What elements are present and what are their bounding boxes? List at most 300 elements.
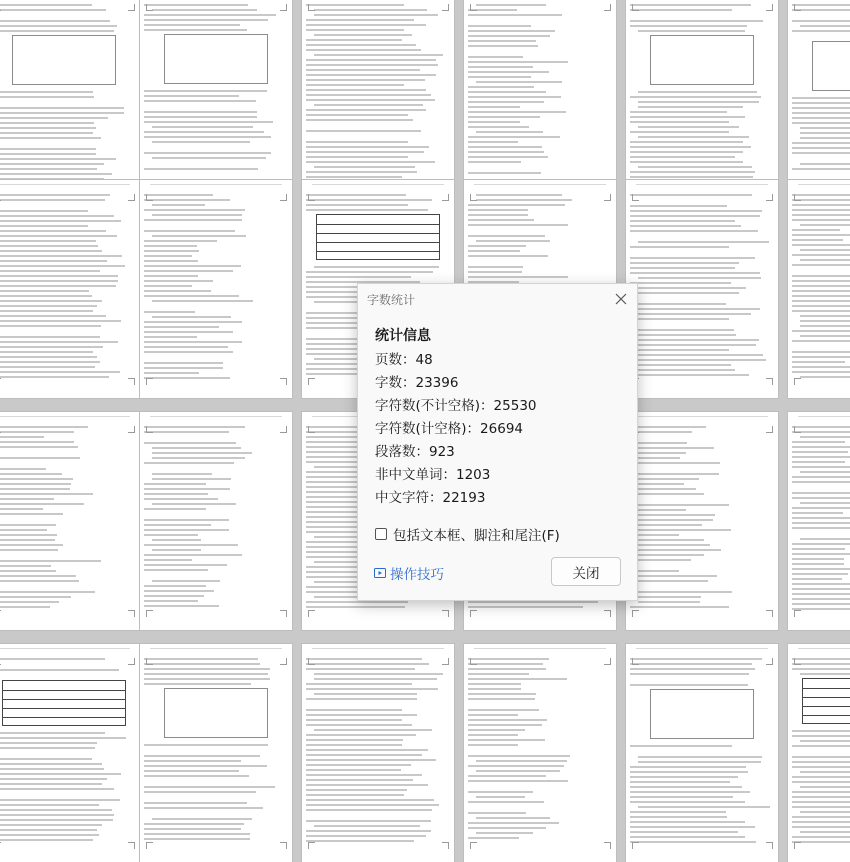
text-line (630, 544, 710, 546)
stat-chars-with-spaces: 字符数(计空格)：26694 (375, 421, 523, 437)
text-line (630, 811, 726, 813)
text-line (0, 513, 63, 515)
text-line (314, 825, 420, 827)
text-line (630, 111, 727, 113)
text-line (152, 214, 242, 216)
crop-mark (128, 378, 135, 385)
text-line (0, 270, 100, 272)
text-line (144, 554, 242, 556)
crop-mark (470, 842, 477, 849)
text-line (306, 29, 404, 31)
text-line (468, 709, 539, 711)
page-thumbnail[interactable] (140, 412, 292, 630)
page-thumbnail[interactable] (788, 644, 850, 862)
crop-mark (766, 194, 773, 201)
text-line (468, 141, 518, 143)
stat-chinese-chars: 中文字符：22193 (375, 490, 486, 506)
crop-mark (632, 842, 639, 849)
crop-mark (0, 610, 1, 617)
text-line (0, 773, 121, 775)
text-line (792, 522, 850, 524)
text-line (630, 287, 746, 289)
text-line (468, 673, 529, 675)
page-header-rule (0, 416, 130, 417)
text-line (630, 230, 758, 232)
text-line (630, 210, 762, 212)
text-line (468, 245, 526, 247)
crop-mark (0, 842, 1, 849)
text-line (144, 823, 244, 825)
text-line (468, 61, 568, 63)
text-line (144, 564, 227, 566)
text-line (306, 739, 403, 741)
text-line (306, 109, 426, 111)
text-line (306, 99, 435, 101)
text-line (306, 799, 434, 801)
text-line (630, 776, 738, 778)
text-line (468, 161, 521, 163)
text-line (0, 96, 94, 98)
text-line (800, 436, 850, 438)
text-line (630, 205, 727, 207)
text-line (638, 241, 769, 243)
text-line (144, 508, 206, 510)
text-line (468, 801, 544, 803)
text-line (144, 807, 263, 809)
text-line (144, 377, 230, 379)
crop-mark (280, 378, 287, 385)
text-line (152, 549, 201, 551)
page-thumbnail[interactable] (788, 0, 850, 208)
text-line (792, 300, 850, 302)
crop-mark (280, 194, 287, 201)
page-header-rule (636, 416, 768, 417)
text-line (468, 827, 546, 829)
text-line (314, 266, 439, 268)
text-line (314, 14, 438, 16)
text-line (0, 366, 95, 368)
text-line (144, 683, 251, 685)
text-line (144, 367, 223, 369)
text-line (476, 796, 525, 798)
text-line (800, 376, 850, 378)
close-button[interactable]: 关闭 (551, 557, 621, 586)
text-line (0, 9, 106, 11)
text-line (468, 250, 520, 252)
text-line (630, 364, 731, 366)
text-line (638, 756, 762, 758)
text-line (476, 770, 560, 772)
text-line (306, 64, 438, 66)
text-line (630, 246, 729, 248)
text-line (800, 811, 850, 813)
text-line (0, 829, 97, 831)
text-line (144, 663, 260, 665)
text-line (144, 19, 268, 21)
text-line (144, 209, 245, 211)
page-thumbnail[interactable] (626, 0, 778, 208)
text-line (0, 320, 121, 322)
text-line (152, 539, 201, 541)
text-line (0, 591, 95, 593)
text-line (144, 194, 213, 196)
text-line (0, 529, 47, 531)
text-line (476, 760, 567, 762)
page-header-rule (636, 648, 768, 649)
checkbox-box[interactable] (375, 528, 387, 540)
text-line (468, 106, 520, 108)
crop-mark (280, 610, 287, 617)
text-line (792, 229, 840, 231)
text-line (468, 214, 528, 216)
text-line (306, 146, 429, 148)
crop-mark (0, 378, 1, 385)
crop-mark (146, 610, 153, 617)
text-line (144, 326, 219, 328)
text-line (152, 235, 246, 237)
text-line (468, 40, 536, 42)
text-line (638, 277, 761, 279)
text-line (630, 334, 736, 336)
text-line (630, 549, 721, 551)
section-heading: 统计信息 (375, 328, 431, 344)
text-line (144, 488, 230, 490)
page-header-rule (312, 648, 444, 649)
text-line (144, 285, 192, 287)
text-line (0, 457, 80, 459)
text-line (792, 745, 850, 747)
text-line (792, 214, 850, 216)
text-line (468, 791, 533, 793)
text-line (630, 272, 760, 274)
text-line (144, 136, 271, 138)
crop-mark (470, 610, 477, 617)
text-line (630, 493, 704, 495)
page-thumbnail[interactable] (140, 0, 292, 208)
text-line (0, 132, 93, 134)
text-line (638, 761, 761, 763)
text-line (792, 446, 850, 448)
page-thumbnail[interactable] (302, 0, 454, 208)
text-line (630, 121, 729, 123)
text-line (306, 44, 416, 46)
text-line (144, 431, 229, 433)
text-line (144, 250, 199, 252)
text-line (800, 259, 850, 261)
text-line (468, 606, 583, 608)
text-line (792, 102, 850, 104)
text-line (630, 580, 708, 582)
text-line (144, 590, 214, 592)
text-line (630, 4, 751, 6)
page-thumbnail[interactable] (0, 180, 140, 398)
text-line (144, 372, 199, 374)
text-line (630, 329, 734, 331)
text-line (630, 771, 748, 773)
text-line (0, 225, 88, 227)
page-header-rule (150, 648, 282, 649)
text-line (306, 199, 432, 201)
text-line (630, 215, 760, 217)
page-thumbnail[interactable] (0, 644, 140, 862)
text-line (792, 219, 850, 221)
text-line (0, 446, 78, 448)
text-line (144, 95, 239, 97)
text-line (792, 781, 850, 783)
text-line (306, 69, 420, 71)
text-line (144, 786, 275, 788)
text-line (144, 828, 241, 830)
text-line (468, 111, 566, 113)
text-line (0, 315, 106, 317)
text-line (306, 724, 412, 726)
text-line (306, 668, 415, 670)
page-thumbnail[interactable] (302, 644, 454, 862)
text-line (144, 673, 268, 675)
text-line (638, 106, 743, 108)
page-thumbnail[interactable] (0, 0, 140, 208)
text-line (800, 320, 850, 322)
text-line (0, 534, 57, 536)
text-line (792, 821, 850, 823)
text-line (630, 831, 738, 833)
text-line (306, 209, 428, 211)
text-line (630, 591, 732, 593)
text-line (0, 742, 97, 744)
text-line (630, 318, 729, 320)
text-line (792, 254, 850, 256)
text-line (630, 483, 684, 485)
text-line (144, 483, 206, 485)
text-line (0, 436, 44, 438)
page-thumbnail[interactable] (788, 412, 850, 630)
text-line (152, 473, 212, 475)
page-thumbnail[interactable] (626, 412, 778, 630)
text-line (306, 754, 422, 756)
text-line (0, 524, 56, 526)
text-line (800, 132, 850, 134)
text-line (638, 559, 691, 561)
text-line (306, 271, 433, 273)
text-line (144, 100, 256, 102)
text-line (314, 54, 443, 56)
text-line (792, 142, 850, 144)
text-line (468, 678, 567, 680)
text-line (792, 796, 850, 798)
text-line (792, 543, 850, 545)
text-line (630, 141, 743, 143)
crop-mark (632, 610, 639, 617)
text-line (468, 172, 541, 174)
text-line (0, 549, 58, 551)
text-line (476, 194, 562, 196)
text-line (468, 56, 523, 58)
text-line (0, 758, 92, 760)
text-line (792, 517, 850, 519)
text-line (792, 588, 850, 590)
text-line (792, 512, 843, 514)
text-line (306, 151, 424, 153)
text-line (152, 204, 205, 206)
text-line (306, 84, 404, 86)
close-icon[interactable] (611, 289, 631, 309)
text-line (630, 745, 732, 747)
page-thumbnail[interactable] (464, 644, 616, 862)
text-line (630, 524, 702, 526)
text-line (468, 775, 546, 777)
text-line (468, 755, 570, 757)
text-line (152, 141, 250, 143)
text-line (0, 503, 84, 505)
text-line (0, 280, 118, 282)
text-line (0, 127, 96, 129)
text-line (630, 791, 750, 793)
figure-placeholder (164, 34, 268, 84)
text-line (0, 539, 55, 541)
text-line (630, 684, 748, 686)
text-line (144, 131, 264, 133)
text-line (144, 336, 197, 338)
text-line (630, 781, 730, 783)
text-line (792, 507, 850, 509)
page-thumbnail[interactable] (0, 412, 140, 630)
text-line (0, 122, 94, 124)
text-line (0, 483, 71, 485)
text-line (468, 663, 543, 665)
text-line (152, 478, 231, 480)
text-line (792, 841, 850, 843)
page-thumbnail[interactable] (464, 0, 616, 208)
text-line (0, 606, 50, 608)
crop-mark (128, 426, 135, 433)
text-line (468, 744, 518, 746)
text-line (306, 804, 439, 806)
text-line (630, 25, 747, 27)
text-line (144, 199, 230, 201)
text-line (792, 578, 842, 580)
text-line (144, 295, 239, 297)
text-line (792, 310, 850, 312)
text-line (468, 91, 546, 93)
text-line (792, 816, 850, 818)
text-line (468, 765, 564, 767)
text-line (792, 4, 850, 6)
text-line (0, 91, 93, 93)
stat-value: 48 (415, 352, 433, 368)
text-line (314, 9, 427, 11)
text-line (0, 580, 79, 582)
text-line (152, 447, 241, 449)
text-line (144, 290, 211, 292)
tips-link[interactable] (374, 563, 444, 583)
stat-label: 字数 (375, 375, 402, 391)
text-line (0, 235, 117, 237)
page-thumbnail[interactable] (788, 180, 850, 398)
text-line (0, 107, 124, 109)
text-line (468, 151, 544, 153)
text-line (306, 94, 431, 96)
text-line (306, 79, 425, 81)
page-header-rule (0, 184, 130, 185)
text-line (0, 839, 93, 841)
text-line (792, 426, 850, 428)
text-line (152, 580, 220, 582)
text-line (792, 497, 850, 499)
text-line (144, 559, 192, 561)
text-line (0, 819, 113, 821)
page-header-rule (798, 416, 850, 417)
text-line (468, 688, 521, 690)
stat-value: 26694 (480, 421, 523, 437)
page-thumbnail[interactable] (626, 180, 778, 398)
text-line (0, 305, 97, 307)
stat-label: 非中文单词 (375, 467, 443, 483)
text-line (0, 783, 102, 785)
text-line (630, 658, 762, 660)
text-line (800, 25, 850, 27)
text-line (468, 30, 555, 32)
text-line (0, 163, 104, 165)
text-line (630, 442, 687, 444)
crop-mark (308, 378, 315, 385)
text-line (630, 539, 704, 541)
text-line (306, 114, 408, 116)
text-line (0, 834, 99, 836)
text-line (630, 816, 727, 818)
text-line (638, 166, 752, 168)
text-line (630, 841, 756, 843)
text-line (792, 275, 850, 277)
text-line (144, 321, 242, 323)
text-line (0, 173, 112, 175)
text-line (630, 161, 743, 163)
text-line (800, 502, 850, 504)
stat-non-chinese-words: 非中文单词：1203 (375, 467, 491, 483)
page-header-rule (474, 184, 606, 185)
text-line (630, 673, 749, 675)
text-line (792, 152, 850, 154)
crop-mark (794, 842, 801, 849)
text-line (800, 325, 850, 327)
crop-mark (442, 842, 449, 849)
text-line (468, 66, 533, 68)
crop-mark (766, 378, 773, 385)
text-line (630, 220, 735, 222)
text-line (306, 119, 413, 121)
stat-label: 段落数 (375, 444, 416, 460)
page-thumbnail[interactable] (140, 180, 292, 398)
page-thumbnail[interactable] (140, 644, 292, 862)
text-line (0, 158, 116, 160)
text-line (144, 280, 213, 282)
text-line (792, 147, 850, 149)
text-line (630, 9, 732, 11)
page-thumbnail[interactable] (626, 644, 778, 862)
page-header-rule (0, 648, 130, 649)
include-textboxes-checkbox[interactable] (375, 524, 560, 544)
crop-mark (766, 4, 773, 11)
text-line (468, 136, 560, 138)
text-line (800, 673, 850, 675)
text-line (630, 826, 755, 828)
stat-paragraphs: 段落数：923 (375, 444, 455, 460)
text-line (792, 668, 850, 670)
text-line (0, 137, 101, 139)
figure-placeholder (164, 688, 268, 738)
text-line (792, 194, 850, 196)
text-line (792, 492, 850, 494)
page-header-rule (636, 184, 768, 185)
